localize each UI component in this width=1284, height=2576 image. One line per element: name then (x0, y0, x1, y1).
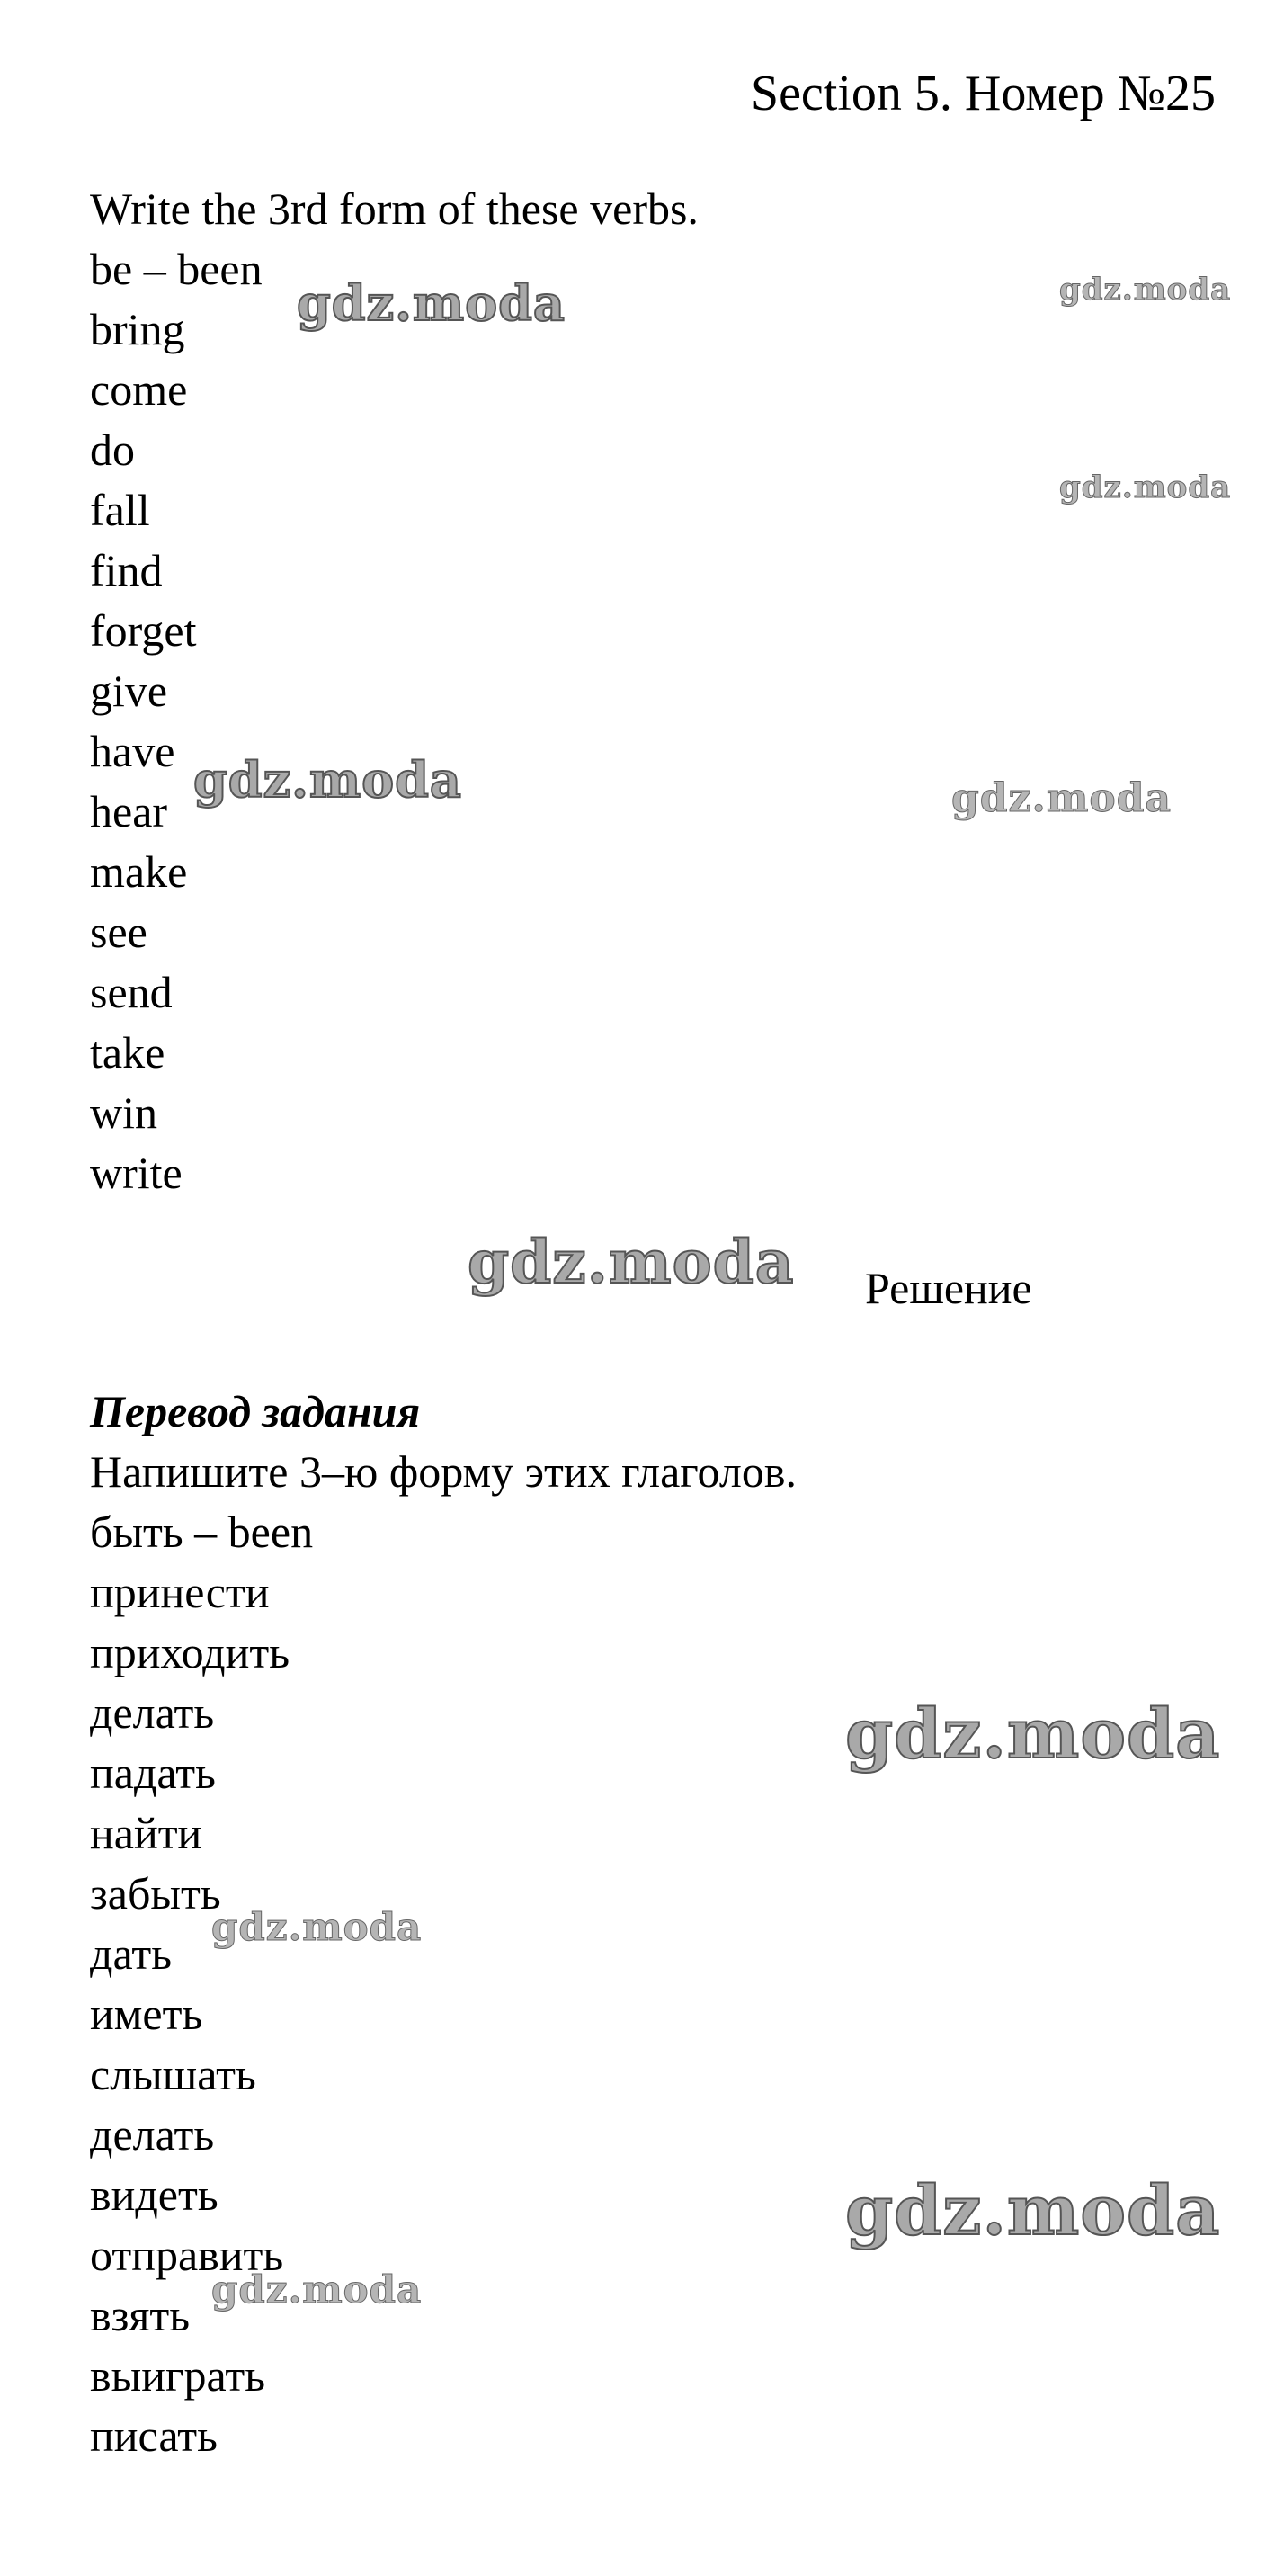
verb-item: fall (90, 485, 150, 535)
translated-verb-item: забыть (90, 1868, 221, 1919)
translated-verb-item: выиграть (90, 2350, 266, 2401)
verb-item: give (90, 666, 168, 716)
verb-item: win (90, 1087, 157, 1138)
watermark: gdz.moda (468, 1227, 795, 1297)
verb-item: hear (90, 786, 168, 836)
watermark: gdz.moda (193, 751, 462, 809)
page-title: Section 5. Номер №25 (750, 66, 1216, 121)
verb-item: make (90, 846, 188, 897)
watermark: gdz.moda (211, 2267, 423, 2312)
verb-item: have (90, 726, 175, 776)
translation-instruction: Напишите 3–ю форму этих глаголов. (90, 1446, 797, 1497)
watermark: gdz.moda (845, 1694, 1221, 1774)
translated-verb-item: быть – been (90, 1507, 314, 1557)
translation-title: Перевод задания (90, 1386, 421, 1436)
solution-label: Решение (865, 1263, 1032, 1313)
translated-verb-item: видеть (90, 2169, 218, 2220)
translated-verb-item: делать (90, 2109, 215, 2160)
translated-verb-item: писать (90, 2411, 218, 2461)
translated-verb-item: найти (90, 1808, 202, 1858)
translated-verb-item: взять (90, 2290, 191, 2340)
verb-item: find (90, 545, 163, 595)
verb-item: be – been (90, 244, 263, 294)
translated-verb-item: приходить (90, 1627, 290, 1677)
watermark: gdz.moda (297, 274, 566, 332)
translated-verb-item: иметь (90, 1989, 203, 2039)
verb-item: take (90, 1027, 165, 1078)
watermark: gdz.moda (951, 775, 1173, 821)
verb-item: come (90, 364, 188, 415)
watermark: gdz.moda (845, 2170, 1221, 2250)
task-instruction: Write the 3rd form of these verbs. (90, 183, 699, 234)
translated-verb-item: отправить (90, 2230, 284, 2280)
verb-item: see (90, 907, 147, 957)
watermark: gdz.moda (211, 1905, 423, 1949)
translated-verb-item: падать (90, 1748, 216, 1798)
translated-verb-item: слышать (90, 2049, 256, 2099)
verb-item: send (90, 967, 173, 1017)
watermark: gdz.moda (1059, 470, 1232, 505)
translated-verb-item: делать (90, 1687, 215, 1738)
task-block (90, 179, 699, 1203)
watermark: gdz.moda (1059, 272, 1232, 308)
translated-verb-item: принести (90, 1567, 270, 1617)
verb-item: do (90, 425, 135, 475)
verb-item: bring (90, 304, 185, 354)
translation-block (90, 1382, 797, 2466)
translated-verb-item: дать (90, 1928, 172, 1979)
verb-item: forget (90, 605, 197, 656)
verb-item: write (90, 1148, 183, 1198)
